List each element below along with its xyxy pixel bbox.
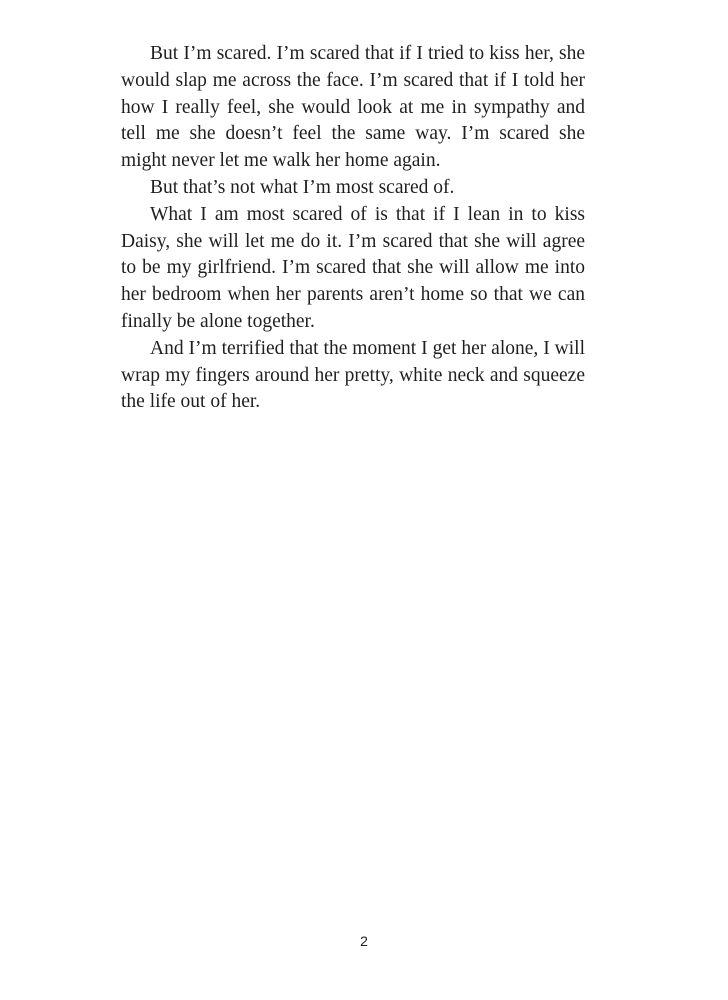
paragraph: And I’m terrified that the moment I get her alone, I will wrap my fingers around her pretty, white neck and squeeze the life out of her. bbox=[121, 337, 585, 413]
paragraph: But I’m scared. I’m scared that if I tried to kiss her, she would slap me across the face. I’m scared that if I told her how I really feel, she would look at me in sympathy and tell me she doesn’t feel the same way. I’m scared she might never let me walk her home again. bbox=[121, 43, 585, 172]
body-text bbox=[121, 41, 585, 416]
paragraph: But that’s not what I’m most scared of. bbox=[150, 176, 455, 198]
page-number: 2 bbox=[360, 933, 368, 949]
paragraph: What I am most scared of is that if I lean in to kiss Daisy, she will let me do it. I’m scared that she will agree to be my girlfriend. I’m scared that she will allow me into her bedroom when her parents aren’t home so that we can finally be alone together. bbox=[121, 203, 585, 332]
